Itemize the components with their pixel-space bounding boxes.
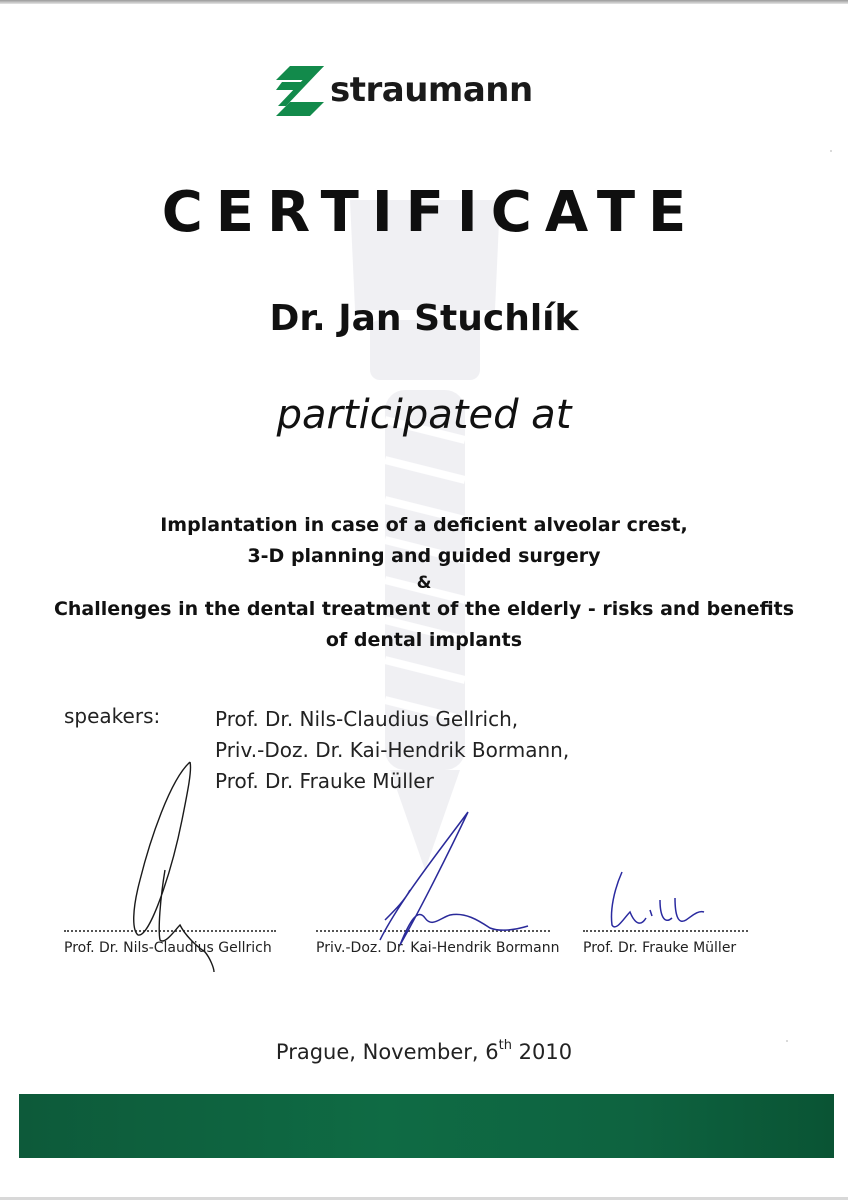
speaker-item: Prof. Dr. Frauke Müller [215,769,434,793]
signature-line [583,930,748,932]
scan-speck [786,1040,788,1042]
footer-green-band [19,1094,834,1158]
speakers-label: speakers: [64,704,161,728]
course-line-3: Challenges in the dental treatment of the elderly - risks and benefits [53,598,795,620]
recipient-name: Dr. Jan Stuchlík [269,298,579,339]
straumann-logo [276,62,533,118]
participated-text: participated at [276,392,572,438]
scan-speck [830,150,832,152]
speaker-item: Prof. Dr. Nils-Claudius Gellrich, [215,707,519,731]
signatory-name: Priv.-Doz. Dr. Kai-Hendrik Bormann [316,940,560,956]
issue-date [0,1040,848,1064]
signatory-name: Prof. Dr. Nils-Claudius Gellrich [64,940,272,956]
signature-line [316,930,550,932]
signatory-name: Prof. Dr. Frauke Müller [583,940,737,956]
course-title [0,510,848,656]
date-year: 2010 [518,1040,573,1064]
signature-block-mueller [583,930,748,956]
straumann-s-mark-icon [276,62,324,118]
course-ampersand: & [416,573,432,593]
course-line-1: Implantation in case of a deficient alveolar crest, [160,514,688,536]
date-superscript: th [498,1038,512,1053]
date-prefix: Prague, November, 6 [275,1040,499,1064]
brand-name: straumann [330,70,533,110]
course-line-4: of dental implants [325,629,523,651]
signature-block-bormann [316,930,560,956]
scan-edge-top [0,0,848,4]
signature-line [64,930,276,932]
signature-mueller [611,872,704,927]
speaker-item: Priv.-Doz. Dr. Kai-Hendrik Bormann, [215,738,570,762]
speakers-list [215,704,569,797]
certificate-title: CERTIFICATE [161,180,700,245]
course-line-2: 3-D planning and guided surgery [247,545,601,567]
signature-block-gellrich [64,930,276,956]
